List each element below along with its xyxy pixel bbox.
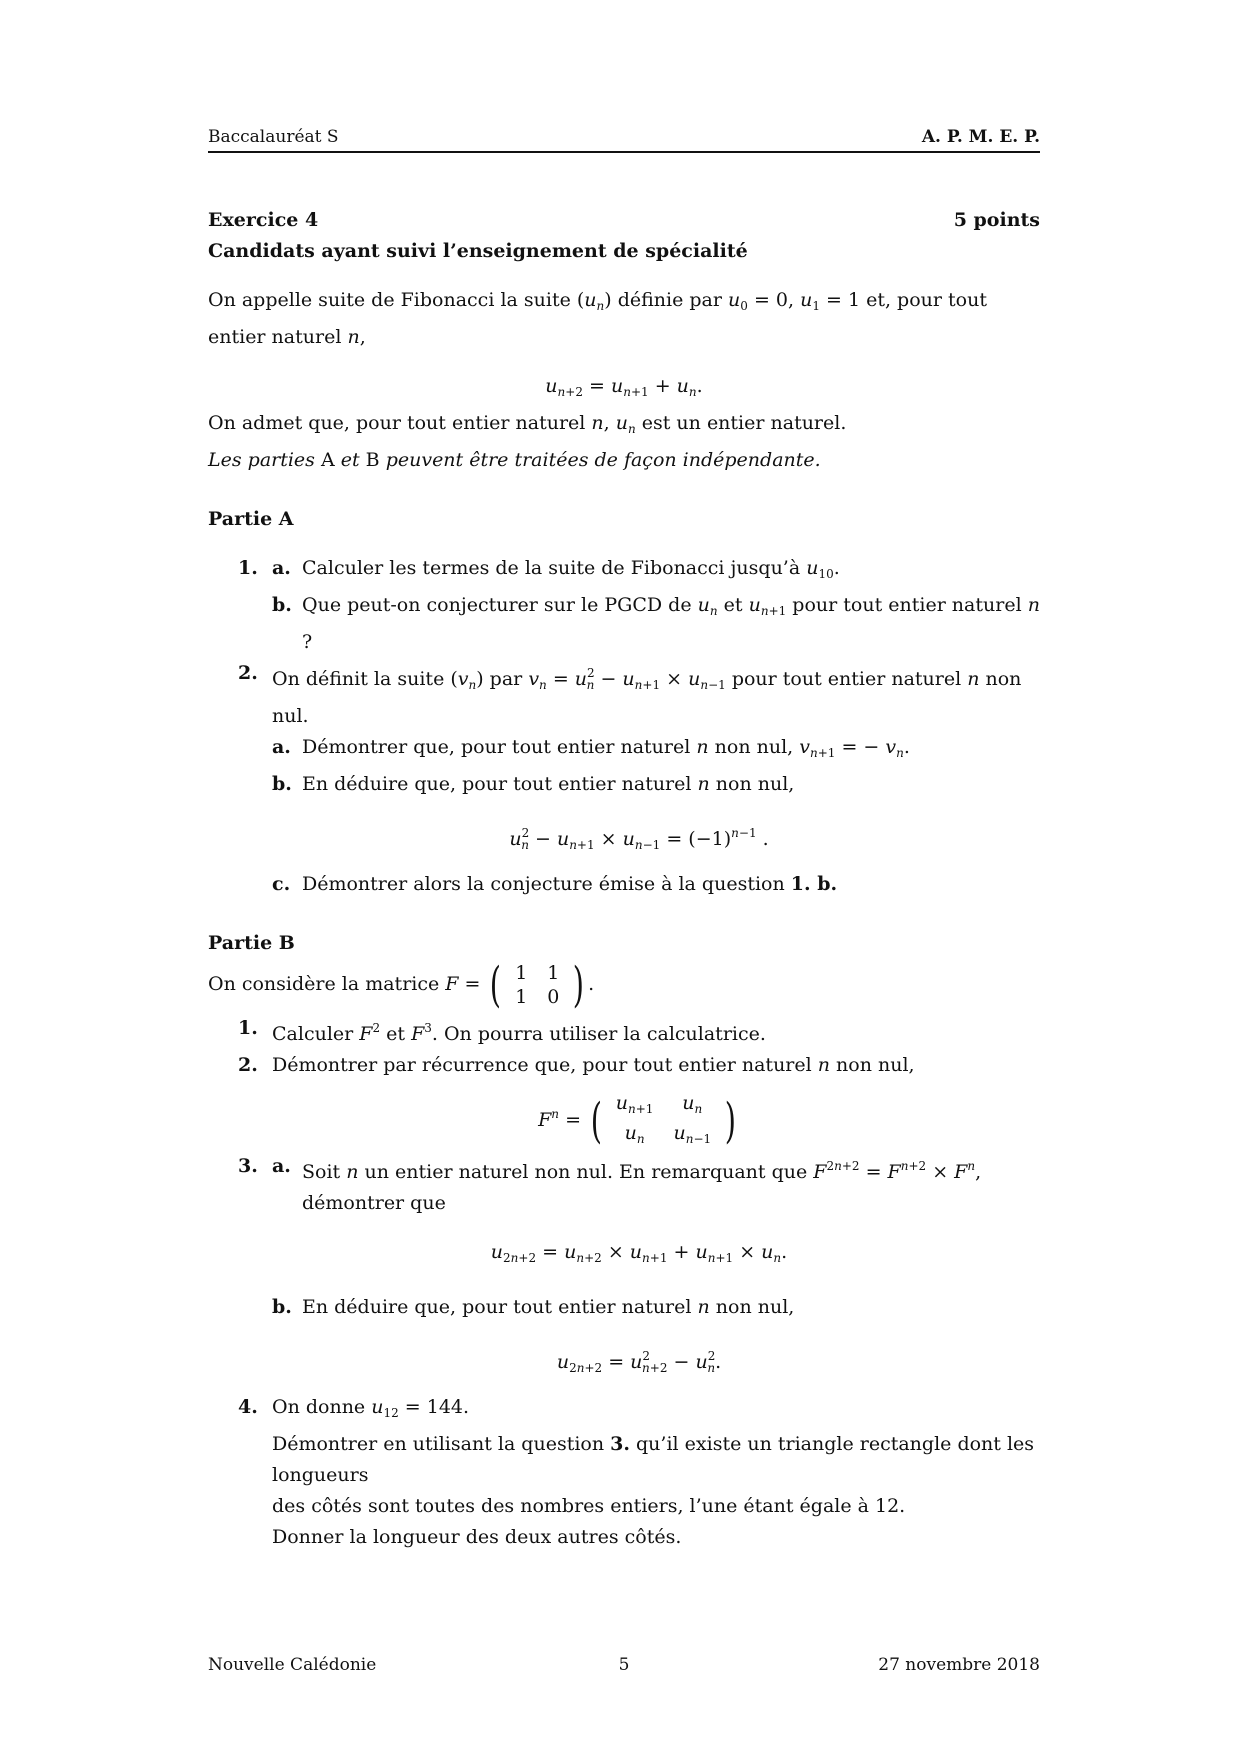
partB-title: Partie B [208, 932, 295, 954]
intro-line: On appelle suite de Fibonacci la suite $(u_n)$ définie par $u_0 = 0$, $u_1 = 1$ et, pour tout entier naturel n, [208, 289, 987, 348]
header-left: Baccalauréat S [208, 127, 339, 147]
partA-q1b: b. Que peut-on conjecturer sur le PGCD de $u_n$ et $u_{n+1}$ pour tout entier naturel n ? [272, 594, 1040, 653]
admet-line: On admet que, pour tout entier naturel n, $u_n$ est un entier naturel. [208, 412, 847, 436]
matrix-F: ( 1 1 1 0 ) [490, 957, 585, 1013]
partA-q2c: c. Démontrer alors la conjecture émise à la question 1. b. [272, 873, 838, 895]
partA-title: Partie A [208, 508, 294, 530]
partB-q4: 4. On donne $u_{12} = 144$. Démontrer en utilisant la question 3. qu’il existe un triangle rectangle dont les longueurs des côtés sont toutes des nombres entiers, l’une étant égale à 12. Donner la longueur des deux autres côtés. [238, 1396, 1035, 1548]
header-right: A. P. M. E. P. [921, 127, 1040, 147]
partB-q2: 2. Démontrer par récurrence que, pour tout entier naturel n non nul, [238, 1054, 915, 1076]
exercise-title: Exercice 4 [208, 209, 319, 231]
partB-matrix-power-formula: $F^n$ = ( $u_{n+1}$ $u_n$ $u_n$ $u_{n-1}$ ) [538, 1092, 737, 1149]
partB-q1: 1. Calculer $F^2$ et $F^3$. On pourra utiliser la calculatrice. [238, 1017, 766, 1045]
partB-intro: On considère la matrice F = ( 1 1 1 0 ) . [208, 957, 595, 1013]
page-number: 5 [618, 1655, 630, 1675]
exercise-subtitle: Candidats ayant suivi l’enseignement de spécialité [208, 240, 748, 262]
partB-q3b-formula: $u_{2n+2} = u^2_{n+2} - u^2_n$. [556, 1349, 722, 1375]
footer-left: Nouvelle Calédonie [208, 1655, 377, 1675]
partA-q2a: a. Démontrer que, pour tout entier naturel n non nul, $v_{n+1}$ = − $v_n$. [272, 736, 910, 760]
parties-line: Les parties A et B peuvent être traitées de façon indépendante. [208, 449, 821, 471]
exercise-title-row [208, 205, 1040, 236]
exercise-points: 5 points [953, 209, 1040, 231]
page-header [208, 127, 1040, 153]
recurrence-formula: $u_{n+2} = u_{n+1} + u_n$. [545, 375, 703, 399]
partA-identity-formula: $u^2_n - u_{n+1} \times u_{n-1} = (-1)^{n-1}$ . [509, 826, 769, 852]
partB-q3b: b. En déduire que, pour tout entier naturel n non nul, [272, 1296, 795, 1318]
partB-questions [208, 1013, 1040, 1553]
partA-q2: 2. On définit la suite $(v_n)$ par $v_n = u^2_n - u_{n+1} \times u_{n-1}$ pour tout entier naturel n non nul. [238, 662, 1022, 727]
partB-q3a: 3. a. Soit n un entier naturel non nul. En remarquant que $F^{2n+2} = F^{n+2} \times F^n$, démontrer que [238, 1155, 982, 1214]
footer-date: 27 novembre 2018 [878, 1655, 1040, 1675]
partA-q2b: b. En déduire que, pour tout entier naturel n non nul, [272, 773, 795, 795]
partA-questions [208, 553, 1040, 900]
partB-q3a-formula: $u_{2n+2} = u_{n+2} \times u_{n+1} + u_{n+1} \times u_n$. [490, 1241, 788, 1265]
exercise-content [208, 205, 1040, 1553]
partA-q1a: 1. a. Calculer les termes de la suite de Fibonacci jusqu’à $u_{10}$. [238, 557, 840, 581]
